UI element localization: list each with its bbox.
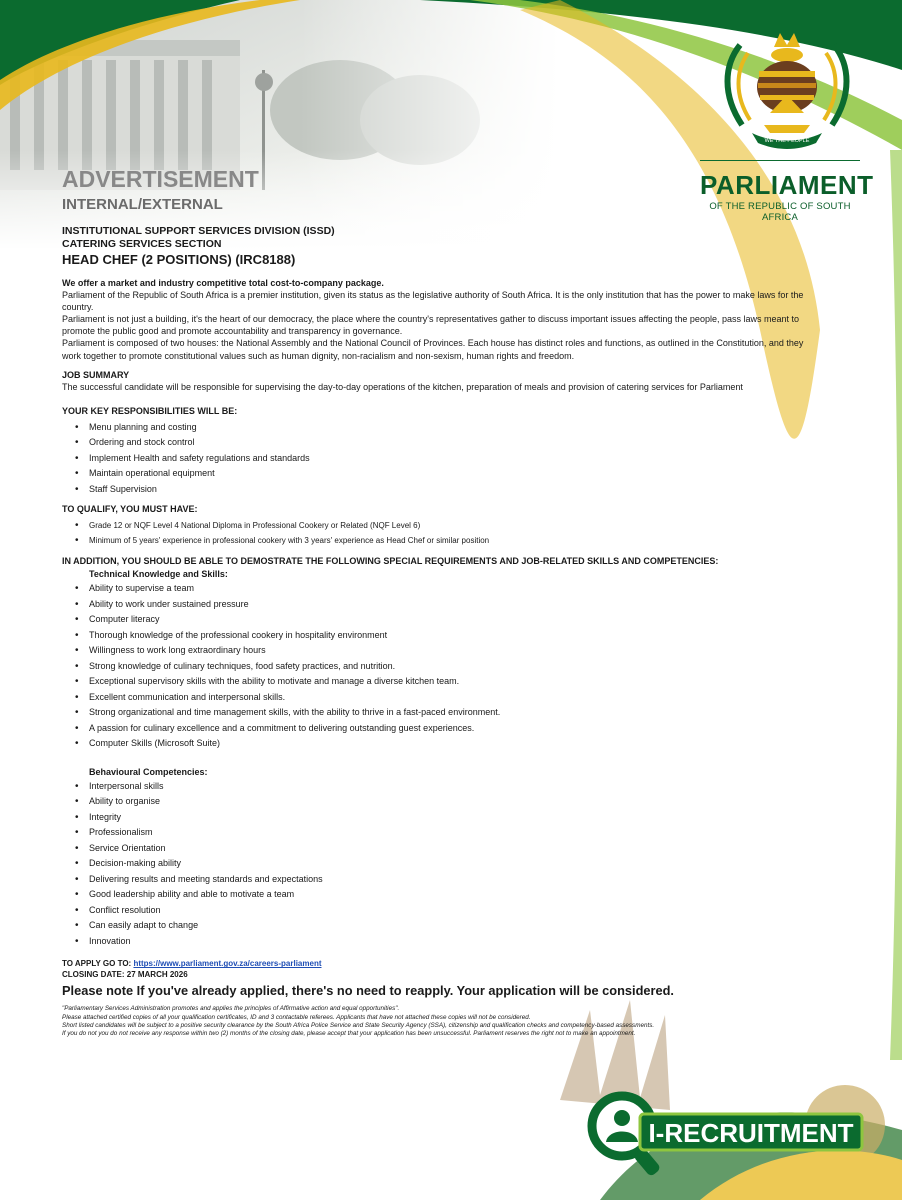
list-item: • Delivering results and meeting standards and expectations bbox=[89, 872, 807, 888]
closing-date: CLOSING DATE: 27 MARCH 2026 bbox=[62, 969, 188, 979]
list-item: • Good leadership ability and able to motivate a team bbox=[89, 887, 807, 903]
list-item: • Menu planning and costing bbox=[89, 420, 807, 436]
advert-type: INTERNAL/EXTERNAL bbox=[62, 196, 223, 213]
logo-subtitle: OF THE REPUBLIC OF SOUTH AFRICA bbox=[709, 201, 851, 223]
package-offer: We offer a market and industry competitive total cost-to-company package. bbox=[62, 278, 384, 288]
intro-paragraph-1: Parliament of the Republic of South Africa is a premier institution, given its status as the legislative authority of South Africa. It is the only institution that has the power to make laws for the country. bbox=[62, 290, 804, 313]
technical-heading: Technical Knowledge and Skills: bbox=[89, 569, 228, 580]
right-edge-band bbox=[890, 150, 902, 1060]
advert-content bbox=[62, 166, 807, 1038]
list-item: • Can easily adapt to change bbox=[89, 918, 807, 934]
fine-print-line: Short listed candidates will be subject to a positive security clearance by the South Africa Police Service and State Security Agency (SSA), citizenship and qualification checks and competency-based assessments. bbox=[62, 1021, 655, 1029]
logo-name: PARLIAMENT bbox=[700, 170, 874, 200]
list-item: • Ability to organise bbox=[89, 794, 807, 810]
logo-rule bbox=[700, 160, 860, 161]
parliament-crest-icon bbox=[712, 25, 862, 155]
intro-paragraph-2: Parliament is not just a building, it's the heart of our democracy, the place where the country's representatives gather to discuss important issues affecting the people, pass laws meant to promote the public good and promote accountability and transparency in governance. bbox=[62, 314, 799, 337]
list-item: • Ability to work under sustained pressure bbox=[89, 597, 807, 613]
list-item: • Strong knowledge of culinary techniques, food safety practices, and nutrition. bbox=[89, 659, 807, 675]
i-recruitment-badge bbox=[578, 1082, 868, 1180]
list-item: • Minimum of 5 years' experience in professional cookery with 3 years' experience as Head Chef or similar position bbox=[89, 533, 807, 548]
fine-print-line: If you do not you do not receive any response within two (2) months of the closing date, please accept that your application has been unsuccessful. Parliament reserves the right not to make an appointment. bbox=[62, 1030, 636, 1038]
list-item: • Thorough knowledge of the professional cookery in hospitality environment bbox=[89, 628, 807, 644]
list-item: • Integrity bbox=[89, 810, 807, 826]
division: INSTITUTIONAL SUPPORT SERVICES DIVISION (ISSD) bbox=[62, 225, 335, 237]
list-item: • Interpersonal skills bbox=[89, 779, 807, 795]
qualify-list bbox=[62, 518, 807, 548]
list-item: • Ability to supervise a team bbox=[89, 581, 807, 597]
job-summary-heading: JOB SUMMARY bbox=[62, 369, 130, 380]
responsibilities-list bbox=[62, 420, 807, 498]
fine-print-line: Please attached certified copies of all your qualification certificates, ID and 3 contactable referees. Applicants that have not attached these copies will not be considered. bbox=[62, 1013, 531, 1021]
apply-line bbox=[62, 959, 807, 970]
apply-label: TO APPLY GO TO: bbox=[62, 959, 134, 969]
list-item: • Innovation bbox=[89, 934, 807, 950]
list-item: • Computer Skills (Microsoft Suite) bbox=[89, 736, 807, 752]
list-item: • Willingness to work long extraordinary hours bbox=[89, 643, 807, 659]
job-summary-text: The successful candidate will be responsible for supervising the day-to-day operations of the kitchen, preparation of meals and provision of catering services for Parliament bbox=[62, 381, 743, 392]
qualify-heading: TO QUALIFY, YOU MUST HAVE: bbox=[62, 504, 198, 515]
list-item: • A passion for culinary excellence and a commitment to delivering outstanding guest experiences. bbox=[89, 721, 807, 737]
list-item: • Exceptional supervisory skills with the ability to motivate and manage a diverse kitchen team. bbox=[89, 674, 807, 690]
list-item: • Maintain operational equipment bbox=[89, 466, 807, 482]
list-item: • Grade 12 or NQF Level 4 National Diploma in Professional Cookery or Related (NQF Level 6) bbox=[89, 518, 807, 533]
responsibilities-heading: YOUR KEY RESPONSIBILITIES WILL BE: bbox=[62, 405, 238, 416]
fine-print bbox=[62, 1005, 807, 1038]
crest-motto: WE THE PEOPLE bbox=[764, 138, 810, 144]
badge-label: I-RECRUITMENT bbox=[648, 1118, 854, 1148]
page-title: ADVERTISEMENT bbox=[62, 166, 259, 192]
section: CATERING SERVICES SECTION bbox=[62, 238, 222, 250]
list-item: • Ordering and stock control bbox=[89, 435, 807, 451]
list-item: • Excellent communication and interpersonal skills. bbox=[89, 690, 807, 706]
fine-print-line: "Parliamentary Services Administration promotes and applies the principles of Affirmative action and equal opportunities". bbox=[62, 1005, 400, 1013]
list-item: • Conflict resolution bbox=[89, 903, 807, 919]
technical-list bbox=[62, 581, 807, 752]
list-item: • Computer literacy bbox=[89, 612, 807, 628]
list-item: • Professionalism bbox=[89, 825, 807, 841]
list-item: • Implement Health and safety regulations and standards bbox=[89, 451, 807, 467]
reapply-note: Please note If you've already applied, there's no need to reapply. Your application will be considered. bbox=[62, 983, 674, 999]
list-item: • Decision-making ability bbox=[89, 856, 807, 872]
careers-link[interactable]: https://www.parliament.gov.za/careers-parliament bbox=[133, 959, 322, 969]
list-item: • Service Orientation bbox=[89, 841, 807, 857]
intro-paragraph-3: Parliament is composed of two houses: the National Assembly and the National Council of Provinces. Each house has distinct roles and functions, as outlined in the Constitution, and they work together to promote constitutional values such as human dignity, non-racialism and non-sexism, human rights and freedom. bbox=[62, 338, 804, 361]
list-item: • Strong organizational and time management skills, with the ability to thrive in a fast-paced environment. bbox=[89, 705, 807, 721]
behavioural-list bbox=[62, 779, 807, 950]
behavioural-heading: Behavioural Competencies: bbox=[89, 766, 208, 777]
requirements-heading: IN ADDITION, YOU SHOULD BE ABLE TO DEMOSTRATE THE FOLLOWING SPECIAL REQUIREMENTS AND JOB-RELATED SKILLS AND COMPETENCIES: bbox=[62, 556, 719, 567]
apply-section bbox=[62, 959, 807, 980]
position-title: HEAD CHEF (2 POSITIONS) (IRC8188) bbox=[62, 252, 296, 267]
list-item: • Staff Supervision bbox=[89, 482, 807, 498]
